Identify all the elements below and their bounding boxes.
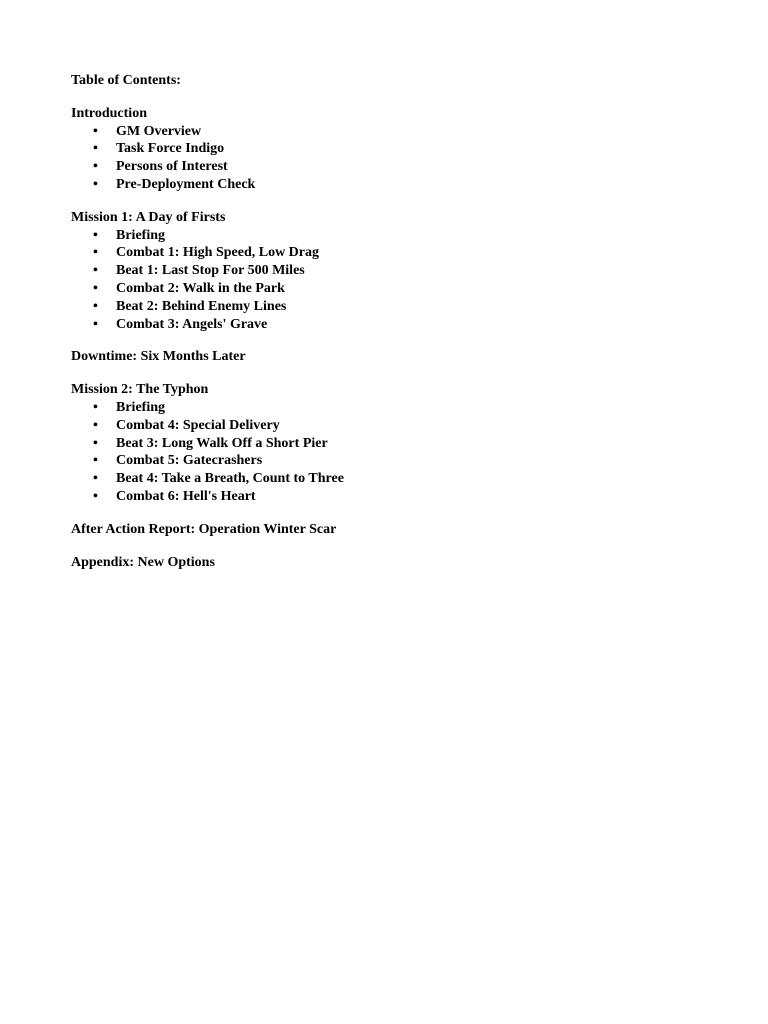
- bullet-icon: •: [93, 453, 98, 469]
- list-item: [71, 140, 768, 158]
- list-item-label: Pre-Deployment Check: [116, 176, 256, 192]
- bullet-icon: •: [93, 399, 98, 415]
- toc-section-mission-2: [71, 381, 768, 506]
- toc-section-downtime: Downtime: Six Months Later: [71, 349, 246, 365]
- list-item-label: Combat 5: Gatecrashers: [116, 453, 263, 469]
- bullet-icon: •: [93, 123, 98, 139]
- list-item: [71, 452, 768, 470]
- list-item-label: Combat 4: Special Delivery: [116, 417, 280, 433]
- list-item-label: Task Force Indigo: [116, 141, 225, 157]
- list-item: [71, 176, 768, 194]
- bullet-icon: •: [93, 435, 98, 451]
- bullet-icon: •: [93, 471, 98, 487]
- section-heading: Mission 1: A Day of Firsts: [71, 209, 226, 225]
- list-item: [71, 435, 768, 453]
- list-item: [71, 123, 768, 141]
- list-item: [71, 280, 768, 298]
- list-item-label: Briefing: [116, 227, 165, 243]
- list-item-label: Beat 1: Last Stop For 500 Miles: [116, 263, 305, 279]
- list-item-label: Briefing: [116, 399, 165, 415]
- section-heading: Mission 2: The Typhon: [71, 382, 209, 398]
- toc-title: Table of Contents:: [71, 73, 181, 88]
- list-item-label: Persons of Interest: [116, 159, 228, 175]
- list-item-label: Beat 4: Take a Breath, Count to Three: [116, 471, 344, 487]
- bullet-icon: •: [93, 227, 98, 243]
- list-item: [71, 417, 768, 435]
- bullet-icon: •: [93, 298, 98, 314]
- list-item-label: GM Overview: [116, 123, 202, 139]
- toc-section-mission-1: [71, 209, 768, 334]
- bullet-icon: •: [93, 417, 98, 433]
- section-item-list: [71, 399, 768, 506]
- bullet-icon: •: [93, 176, 98, 192]
- list-item: [71, 262, 768, 280]
- section-item-list: [71, 227, 768, 334]
- bullet-icon: •: [93, 141, 98, 157]
- list-item-label: Combat 3: Angels' Grave: [116, 316, 268, 332]
- bullet-icon: •: [93, 263, 98, 279]
- list-item-label: Combat 2: Walk in the Park: [116, 280, 285, 296]
- list-item: [71, 488, 768, 506]
- bullet-icon: •: [93, 316, 98, 332]
- list-item: [71, 298, 768, 316]
- toc-section-appendix: Appendix: New Options: [71, 554, 215, 570]
- list-item: [71, 244, 768, 262]
- list-item: [71, 470, 768, 488]
- bullet-icon: •: [93, 488, 98, 504]
- section-heading: Introduction: [71, 105, 147, 121]
- list-item-label: Beat 2: Behind Enemy Lines: [116, 298, 287, 314]
- list-item: [71, 227, 768, 245]
- toc-section-introduction: [71, 105, 768, 194]
- bullet-icon: •: [93, 280, 98, 296]
- list-item: [71, 316, 768, 334]
- list-item-label: Beat 3: Long Walk Off a Short Pier: [116, 435, 328, 451]
- list-item: [71, 399, 768, 417]
- toc-section-after-action-report: After Action Report: Operation Winter Scar: [71, 521, 337, 537]
- list-item-label: Combat 6: Hell's Heart: [116, 488, 256, 504]
- bullet-icon: •: [93, 245, 98, 261]
- list-item-label: Combat 1: High Speed, Low Drag: [116, 245, 320, 261]
- section-item-list: [71, 123, 768, 194]
- bullet-icon: •: [93, 159, 98, 175]
- list-item: [71, 158, 768, 176]
